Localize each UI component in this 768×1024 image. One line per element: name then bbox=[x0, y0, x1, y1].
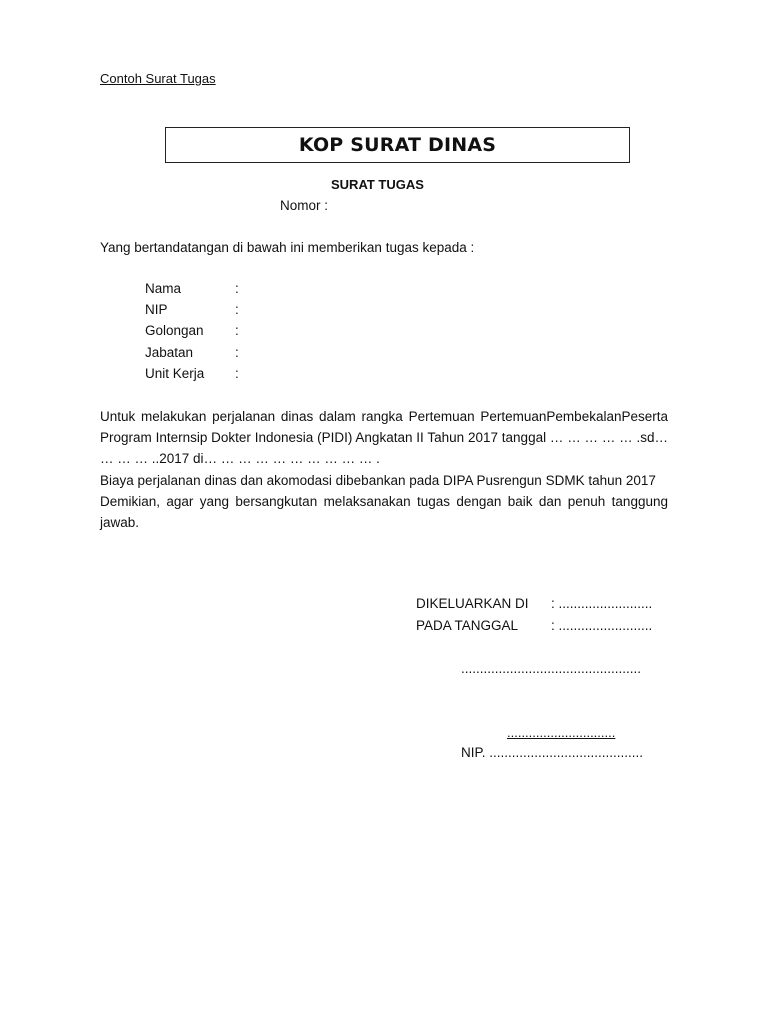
field-colon: : bbox=[235, 323, 239, 339]
signer-name-blank: .............................. bbox=[507, 725, 616, 740]
field-label: Unit Kerja bbox=[145, 365, 205, 381]
field-row-nip bbox=[145, 302, 245, 323]
issued-date-row bbox=[416, 618, 676, 640]
field-row-golongan bbox=[145, 323, 245, 344]
field-row-jabatan bbox=[145, 345, 245, 366]
assignment-paragraph bbox=[100, 406, 668, 470]
issued-date-label: PADA TANGGAL bbox=[416, 618, 519, 633]
assignee-fields bbox=[145, 281, 245, 387]
field-colon: : bbox=[235, 302, 239, 318]
field-row-unit-kerja bbox=[145, 366, 245, 387]
letter-title: SURAT TUGAS bbox=[331, 177, 424, 192]
closing-paragraph: Demikian, agar yang bersangkutan melaksanakan tugas dengan baik dan penuh tanggung jawab. bbox=[100, 493, 668, 531]
assignment-text: Untuk melakukan perjalanan dinas dalam rangka Pertemuan PertemuanPembekalanPeserta Program Internsip Dokter Indonesia (PIDI) Angkatan II Tahun 2017 tanggal bbox=[100, 409, 668, 446]
cost-paragraph: Biaya perjalanan dinas dan akomodasi dibebankan pada DIPA Pusrengun SDMK tahun 2017 bbox=[100, 472, 656, 488]
sd-text: sd bbox=[640, 430, 655, 446]
field-label: NIP bbox=[145, 302, 168, 318]
issuance-block bbox=[416, 596, 676, 640]
letter-number-label: Nomor : bbox=[280, 198, 329, 213]
field-colon: : bbox=[235, 344, 239, 360]
intro-text: Yang bertandatangan di bawah ini memberikan tugas kepada : bbox=[100, 240, 475, 255]
issued-at-row bbox=[416, 596, 676, 618]
field-row-name bbox=[145, 281, 245, 302]
year-text: 2017 di bbox=[159, 451, 204, 467]
field-label: Nama bbox=[145, 281, 182, 296]
letterhead-box bbox=[165, 127, 630, 163]
date-start-blank: … … … … … . bbox=[549, 430, 641, 446]
place-blank: … … … … … … … … … … . bbox=[203, 451, 380, 467]
field-label: Jabatan bbox=[145, 344, 194, 360]
letterhead-title: KOP SURAT DINAS bbox=[298, 134, 497, 156]
signer-nip: NIP. ......................................... bbox=[461, 745, 644, 760]
signer-position-blank: ................................................ bbox=[461, 661, 642, 676]
issued-date-value: : ......................... bbox=[551, 618, 653, 633]
letter-body bbox=[100, 406, 668, 533]
field-colon: : bbox=[235, 281, 239, 296]
issued-at-value: : ......................... bbox=[551, 596, 653, 611]
issued-at-label: DIKELUARKAN DI bbox=[416, 596, 529, 611]
document-heading: Contoh Surat Tugas bbox=[100, 71, 216, 86]
field-label: Golongan bbox=[145, 323, 204, 339]
field-colon: : bbox=[235, 365, 239, 381]
date-end-blank: … … … … .. bbox=[100, 430, 668, 467]
